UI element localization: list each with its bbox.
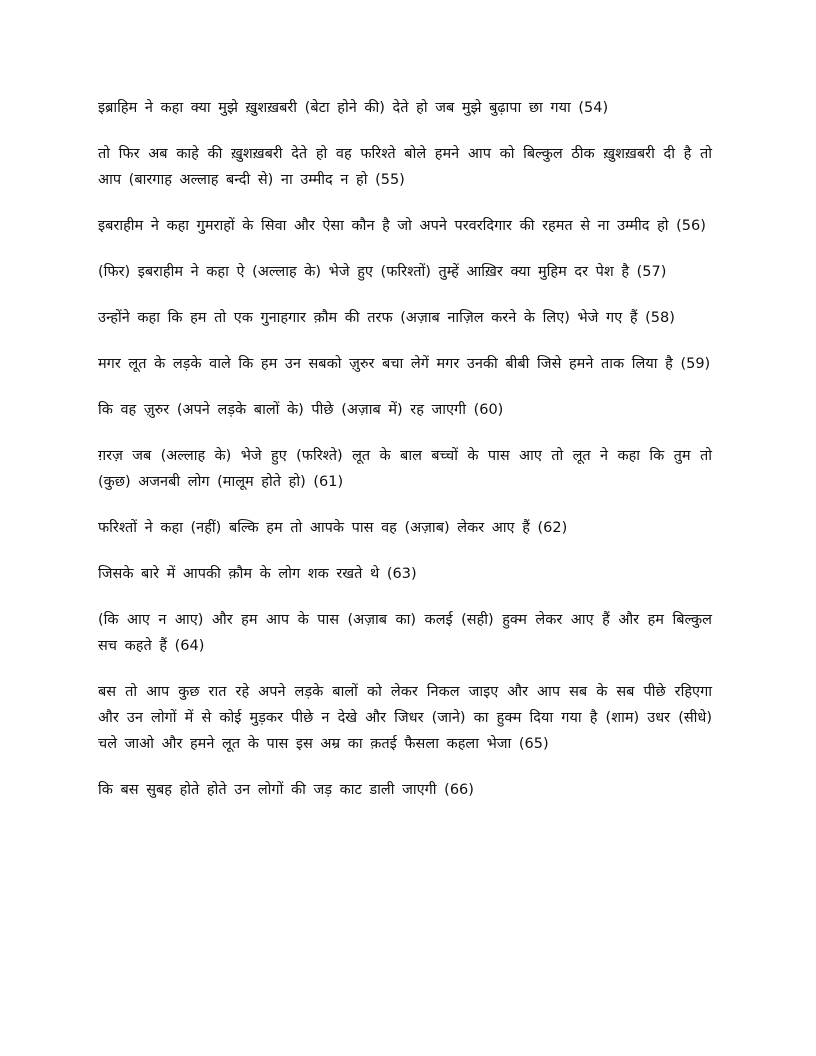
- verse-55: तो फिर अब काहे की ख़ुशख़बरी देते हो वह फरिश्ते बोले हमने आप को बिल्कुल ठीक ख़ुशख़बरी दी है तो आप (बारगाह अल्लाह बन्दी से) ना उम्मीद न हो (55): [98, 146, 712, 188]
- verse-56: इबराहीम ने कहा गुमराहों के सिवा और ऐसा कौन है जो अपने परवरदिगार की रहमत से ना उम्मीद हो (56): [98, 218, 706, 234]
- verse-61: ग़रज़ जब (अल्लाह के) भेजे हुए (फरिश्ते) लूत के बाल बच्चों के पास आए तो लूत ने कहा कि तुम तो (कुछ) अजनबी लोग (मालूम होते हो) (61): [98, 448, 712, 490]
- verse-58: उन्होंने कहा कि हम तो एक गुनाहगार क़ौम की तरफ (अज़ाब नाज़िल करने के लिए) भेजे गए हैं (58): [98, 310, 675, 326]
- verse-66: कि बस सुबह होते होते उन लोगों की जड़ काट डाली जाएगी (66): [98, 782, 474, 798]
- verse-54: इब्राहिम ने कहा क्या मुझे ख़ुशख़बरी (बेटा होने की) देते हो जब मुझे बुढ़ापा छा गया (54): [98, 100, 609, 116]
- verse-62: फरिश्तों ने कहा (नहीं) बल्कि हम तो आपके पास वह (अज़ाब) लेकर आए हैं (62): [98, 520, 568, 536]
- verse-59: मगर लूत के लड़के वाले कि हम उन सबको ज़ुरुर बचा लेगें मगर उनकी बीबी जिसे हमने ताक लिया है (59): [98, 356, 711, 372]
- verse-63: जिसके बारे में आपकी क़ौम के लोग शक रखते थे (63): [98, 566, 417, 582]
- verse-57: (फिर) इबराहीम ने कहा ऐ (अल्लाह के) भेजे हुए (फरिश्तों) तुम्हें आख़िर क्या मुहिम दर पेश है (57): [98, 264, 667, 280]
- verse-60: कि वह ज़ुरुर (अपने लड़के बालों के) पीछे (अज़ाब में) रह जाएगी (60): [98, 402, 504, 418]
- verse-64: (कि आए न आए) और हम आप के पास (अज़ाब का) कलई (सही) हुक्म लेकर आए हैं और हम बिल्कुल सच कहते हैं (64): [98, 612, 712, 654]
- verse-65: बस तो आप कुछ रात रहे अपने लड़के बालों को लेकर निकल जाइए और आप सब के सब पीछे रहिएगा और उन लोगों में से कोई मुड़कर पीछे न देखे और जिधर (जाने) का हुक्म दिया गया है (शाम) उधर (सीधे) चले जाओ और हमने लूत के पास इस अम्र का क़तई फैसला कहला भेजा (65): [98, 684, 712, 752]
- document-page: [98, 95, 712, 823]
